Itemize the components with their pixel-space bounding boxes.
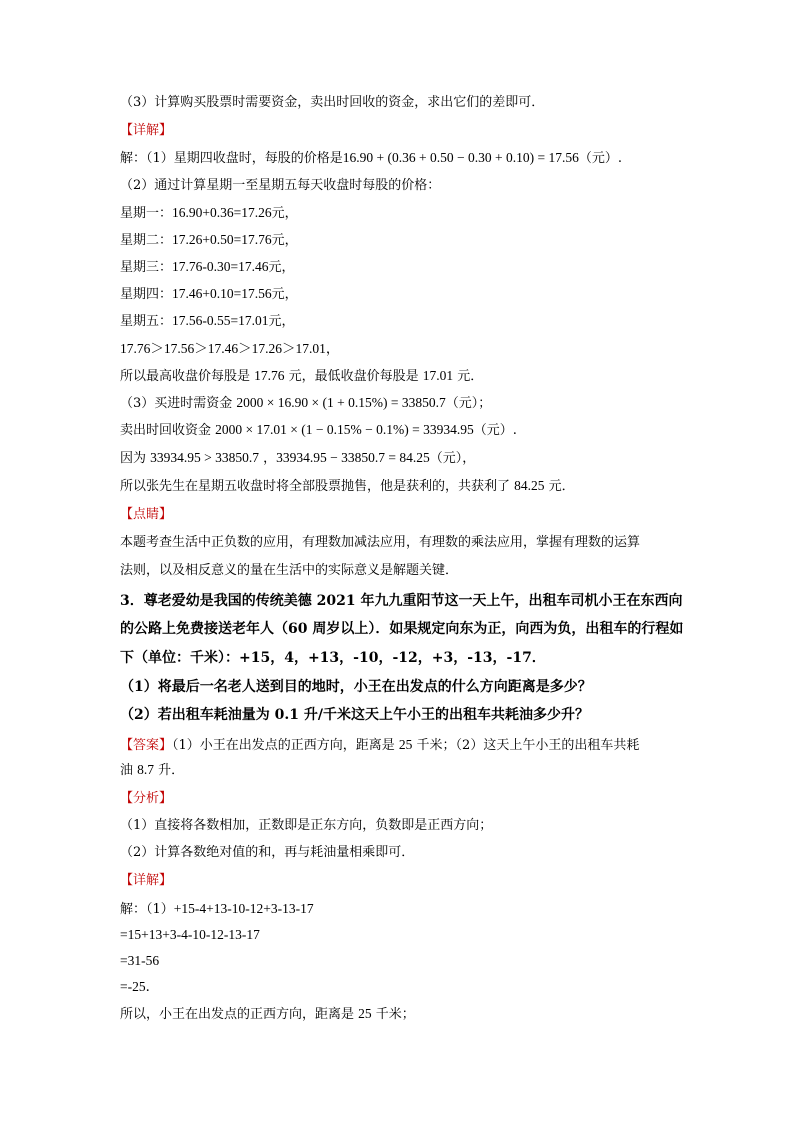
text-segment: 星期四：	[120, 287, 173, 302]
text-line	[120, 816, 492, 836]
text-line	[120, 148, 622, 169]
text-line	[120, 705, 589, 726]
math-expression: 25	[398, 737, 413, 752]
text-segment: （2）通过计算星期一至星期五每天收盘时每股的价格：	[120, 178, 441, 193]
text-line	[120, 977, 159, 998]
math-expression: =31-56	[120, 953, 160, 968]
section-label: 【分析】	[120, 791, 173, 806]
text-segment: 千米；	[371, 1007, 415, 1022]
text-segment: （元），	[429, 451, 476, 466]
math-expression: 16.90 + (0.36 + 0.50 − 0.30 + 0.10) = 17.56	[342, 150, 579, 165]
section-label: 【详解】	[120, 123, 173, 138]
math-expression: 25	[358, 1006, 372, 1021]
text-segment: （1）将最后一名老人送到目的地时，小王在出发点的什么方向距离是多少？	[120, 679, 592, 695]
math-expression: +15-4+13-10-12+3-13-17	[173, 901, 314, 916]
text-line	[120, 843, 414, 863]
text-segment: 的公路上免费接送老年人（60 周岁以上）．如果规定向东为正，向西为负，出租车的行程如	[120, 621, 684, 637]
text-line	[120, 476, 575, 497]
text-line	[120, 591, 682, 612]
text-line	[120, 339, 339, 360]
text-line	[120, 789, 172, 809]
text-segment: 下（单位：千米）：+15，4，+13，-10，-12，+3，-13，-17．	[120, 650, 546, 666]
math-expression: 17.46+0.10=17.56	[172, 286, 272, 301]
text-line	[120, 735, 639, 756]
text-line	[120, 203, 298, 224]
text-segment: 星期二：	[120, 233, 173, 248]
section-label: 【点睛】	[120, 507, 173, 522]
text-segment: 升．	[154, 763, 185, 778]
text-segment: 所以，小王在出发点的正西方向，距离是	[120, 1007, 359, 1022]
text-segment: 解：（1）	[120, 902, 174, 917]
text-segment: （元）.	[473, 423, 517, 438]
text-segment: 解：（1）星期四收盘时，每股的价格是	[120, 151, 343, 166]
text-segment: （3）计算购买股票时需要资金，卖出时回收的资金，求出它们的差即可．	[120, 95, 545, 110]
text-segment: （元）；	[445, 396, 492, 411]
math-expression: 17.56-0.55=17.01	[172, 313, 269, 328]
text-segment: （3）买进时需资金	[120, 396, 237, 411]
text-line	[120, 311, 295, 332]
math-expression: =15+13+3-4-10-12-13-17	[120, 927, 260, 942]
text-segment: 元，最低收盘价每股是	[284, 369, 423, 384]
text-segment: 星期一：	[120, 206, 173, 221]
text-line	[120, 533, 640, 553]
text-line	[120, 284, 298, 305]
math-expression: 8.7	[137, 762, 155, 777]
section-label: 【详解】	[120, 873, 173, 888]
text-segment: 元，	[268, 260, 295, 275]
text-line	[120, 448, 475, 469]
text-segment: 元，	[268, 314, 295, 329]
section-label: 【答案】	[120, 738, 173, 753]
text-line	[120, 561, 458, 581]
text-line	[120, 121, 172, 141]
math-expression: 2000 × 16.90 × (1 + 0.15%) = 33850.7	[236, 395, 446, 410]
text-line	[120, 760, 184, 781]
text-line	[120, 899, 314, 920]
text-line	[120, 1004, 415, 1025]
text-segment: 星期三：	[120, 260, 173, 275]
text-segment: 所以最高收盘价每股是	[120, 369, 255, 384]
text-segment: 元，	[271, 287, 298, 302]
text-line	[120, 420, 517, 441]
text-segment: （2）若出租车耗油量为 0.1 升/千米这天上午小王的出租车共耗油多少升？	[120, 707, 589, 723]
math-expression: 33934.95 − 33850.7 = 84.25	[276, 450, 430, 465]
text-segment: 元，	[271, 206, 298, 221]
text-segment: （1）直接将各数相加，正数即是正东方向，负数即是正西方向；	[120, 818, 493, 833]
text-segment: （2）计算各数绝对值的和，再与耗油量相乘即可．	[120, 845, 415, 860]
text-line	[120, 505, 172, 525]
text-segment: 千米；（2）这天上午小王的出租车共耗	[412, 738, 640, 753]
text-segment: 油	[120, 763, 138, 778]
math-expression: 33934.95 > 33850.7	[150, 450, 260, 465]
text-segment: （元）.	[578, 151, 622, 166]
text-line	[120, 230, 298, 251]
text-segment: 元，	[271, 233, 298, 248]
text-line	[120, 677, 592, 698]
text-segment: 元．	[453, 369, 484, 384]
text-line	[120, 393, 491, 414]
text-segment: 元．	[544, 479, 575, 494]
text-line	[120, 93, 544, 113]
math-expression: 2000 × 17.01 × (1 − 0.15% − 0.1%) = 33934.95	[215, 422, 474, 437]
text-segment: 法则，以及相反意义的量在生活中的实际意义是解题关键．	[120, 563, 459, 578]
text-segment: 本题考查生活中正负数的应用，有理数加减法应用，有理数的乘法应用，掌握有理数的运算	[120, 535, 641, 550]
math-expression: 17.01	[422, 368, 454, 383]
text-segment: 因为	[120, 451, 151, 466]
math-expression: =-25．	[120, 979, 160, 994]
text-segment: 星期五：	[120, 314, 173, 329]
text-segment: 所以张先生在星期五收盘时将全部股票抛售，他是获利的，共获利了	[120, 479, 515, 494]
text-line	[120, 871, 172, 891]
math-expression: 17.76-0.30=17.46	[172, 259, 269, 274]
text-line	[120, 176, 440, 196]
math-expression: 16.90+0.36=17.26	[172, 205, 272, 220]
text-line	[120, 951, 159, 972]
text-line	[120, 925, 260, 946]
text-line	[120, 366, 483, 387]
text-segment: 卖出时回收资金	[120, 423, 216, 438]
math-expression: 17.76＞17.56＞17.46＞17.26＞17.01，	[120, 341, 340, 356]
math-expression: 17.26+0.50=17.76	[172, 232, 272, 247]
math-expression: 17.76	[254, 368, 285, 383]
text-segment: （1）小王在出发点的正西方向，距离是	[172, 738, 399, 753]
text-segment: 3．尊老爱幼是我国的传统美德 2021 年九九重阳节这一天上午，出租车司机小王在东西向	[120, 593, 683, 609]
text-line	[120, 648, 546, 669]
text-line	[120, 619, 683, 640]
text-line	[120, 257, 295, 278]
math-expression: 84.25	[514, 478, 545, 493]
text-segment: ，	[259, 451, 277, 466]
